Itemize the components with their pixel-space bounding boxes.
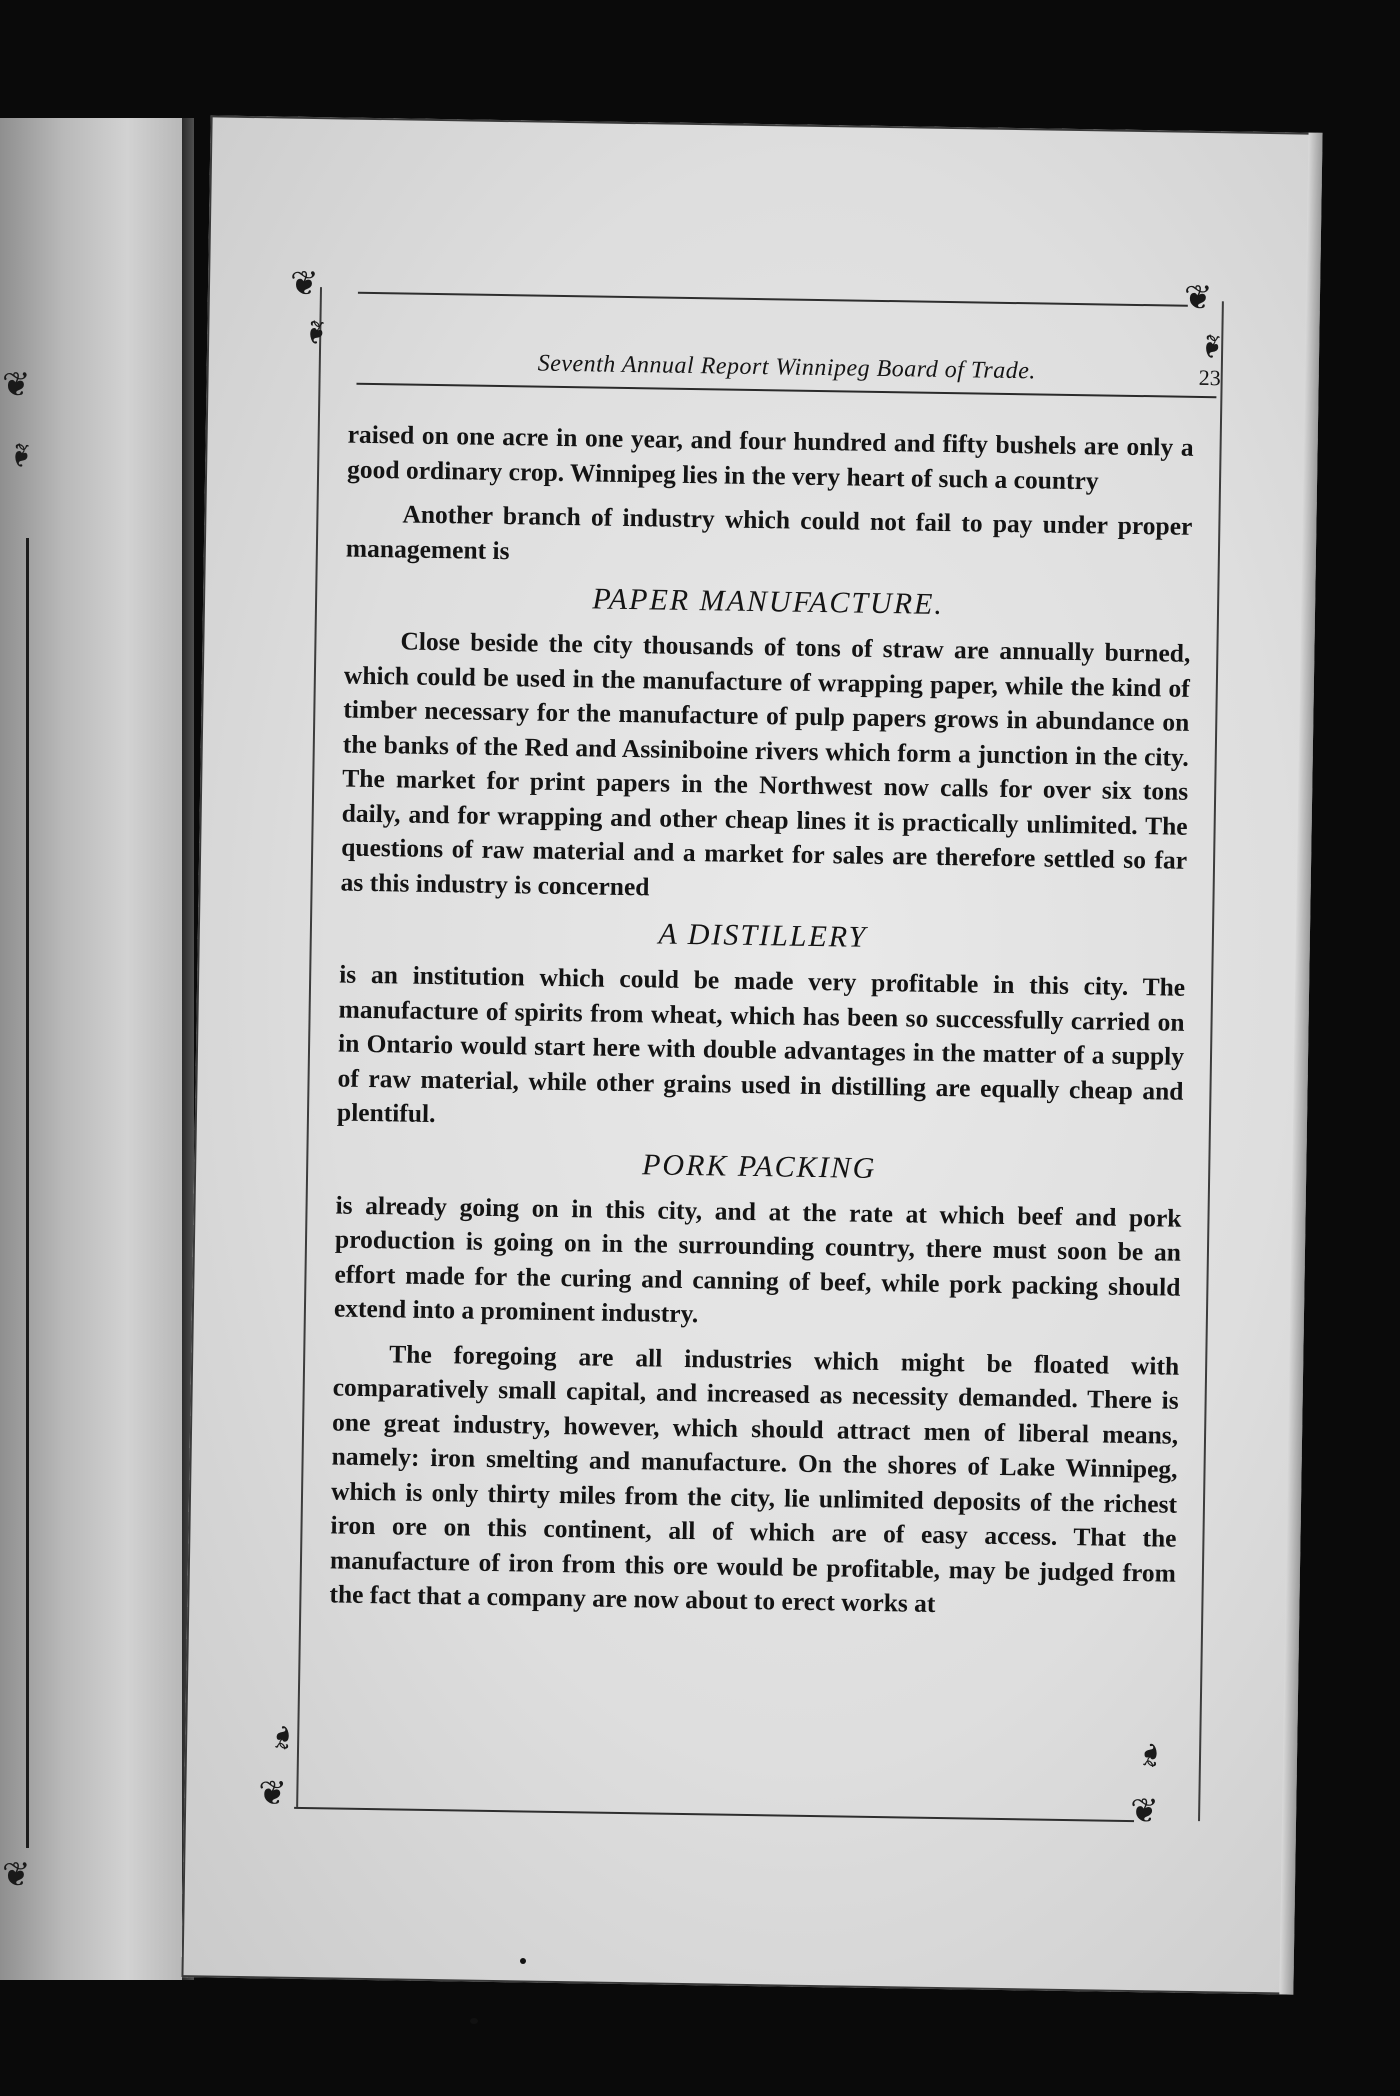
floral-vine-ornament-icon: ❦ [2, 365, 31, 405]
floral-vine-ornament-icon: ❦ [2, 1855, 31, 1895]
body-text [329, 418, 1194, 1636]
paragraph: is already going on in this city, and at the rate at which beef and pork production is going on in the surrounding country, there must soon be an effort made for the curing and canning of beef, while pork packing should extend into a prominent industry. [333, 1189, 1182, 1329]
scan-speck [470, 2018, 478, 2024]
floral-vine-ornament-icon: ❧ [1131, 1740, 1172, 1770]
running-head-title: Seventh Annual Report Winnipeg Board of Trade. [537, 350, 1037, 385]
section-heading: PORK PACKING [641, 1147, 877, 1185]
floral-vine-ornament-icon: ❦ [258, 1773, 288, 1814]
facing-page-left [0, 118, 182, 1980]
floral-vine-ornament-icon: ❦ [289, 263, 319, 305]
facing-page-border-rule [26, 538, 29, 1848]
page-number: 23 [1198, 364, 1221, 391]
paragraph: is an institution which could be made very profitable in this city. The manufacture of spirits from wheat, which has been so successfully carried on in Ontario would start here with double advantages in the matter of a supply of raw material, while other grains used in distilling are equally cheap and plentiful. [336, 959, 1186, 1129]
floral-vine-ornament-icon: ❦ [1129, 1791, 1159, 1832]
section-heading: PAPER MANUFACTURE. [592, 582, 945, 621]
paragraph: Close beside the city thousands of tons of straw are annually burned, which could be used in the manufacture of wrapping paper, while the kind of timber necessary for the manufacture of pulp papers grows in abundance on the banks of the Red and Assiniboine rivers which form a junction in the city. The market for print papers in the Northwest now calls for over six tons daily, and for wrapping and other cheap lines it is practically unlimited. The questions of raw material and a market for sales are therefore settled so far as this industry is concerned [340, 626, 1191, 901]
floral-vine-ornament-icon: ❧ [263, 1723, 304, 1753]
paragraph: The foregoing are all industries which might be floated with comparatively small capital, and increased as necessity demanded. There is one great industry, however, which should attract men of liberal means, namely: iron smelting and manufacture. On the shores of Lake Winnipeg, which is only thirty miles from the city, lie unlimited deposits of the richest iron ore on this continent, all of which are of easy access. That the manufacture of iron from this ore would be profitable, may be judged from the fact that a company are now about to erect works at [329, 1338, 1180, 1618]
paragraph: raised on one acre in one year, and four hundred and fifty bushels are only a good ordinary crop. Winnipeg lies in the very heart of such a country [346, 419, 1194, 495]
scan-speck [520, 1958, 526, 1964]
document-page [181, 115, 1322, 1994]
paragraph: Another branch of industry which could not fail to pay under proper management is [345, 499, 1193, 565]
floral-vine-ornament-icon: ❧ [295, 317, 336, 347]
page-edge [1279, 133, 1322, 1995]
section-heading: A DISTILLERY [658, 917, 868, 954]
floral-vine-ornament-icon: ❧ [1191, 331, 1232, 361]
floral-vine-ornament-icon: ❦ [1183, 277, 1213, 319]
floral-vine-ornament-icon: ❧ [0, 440, 41, 470]
